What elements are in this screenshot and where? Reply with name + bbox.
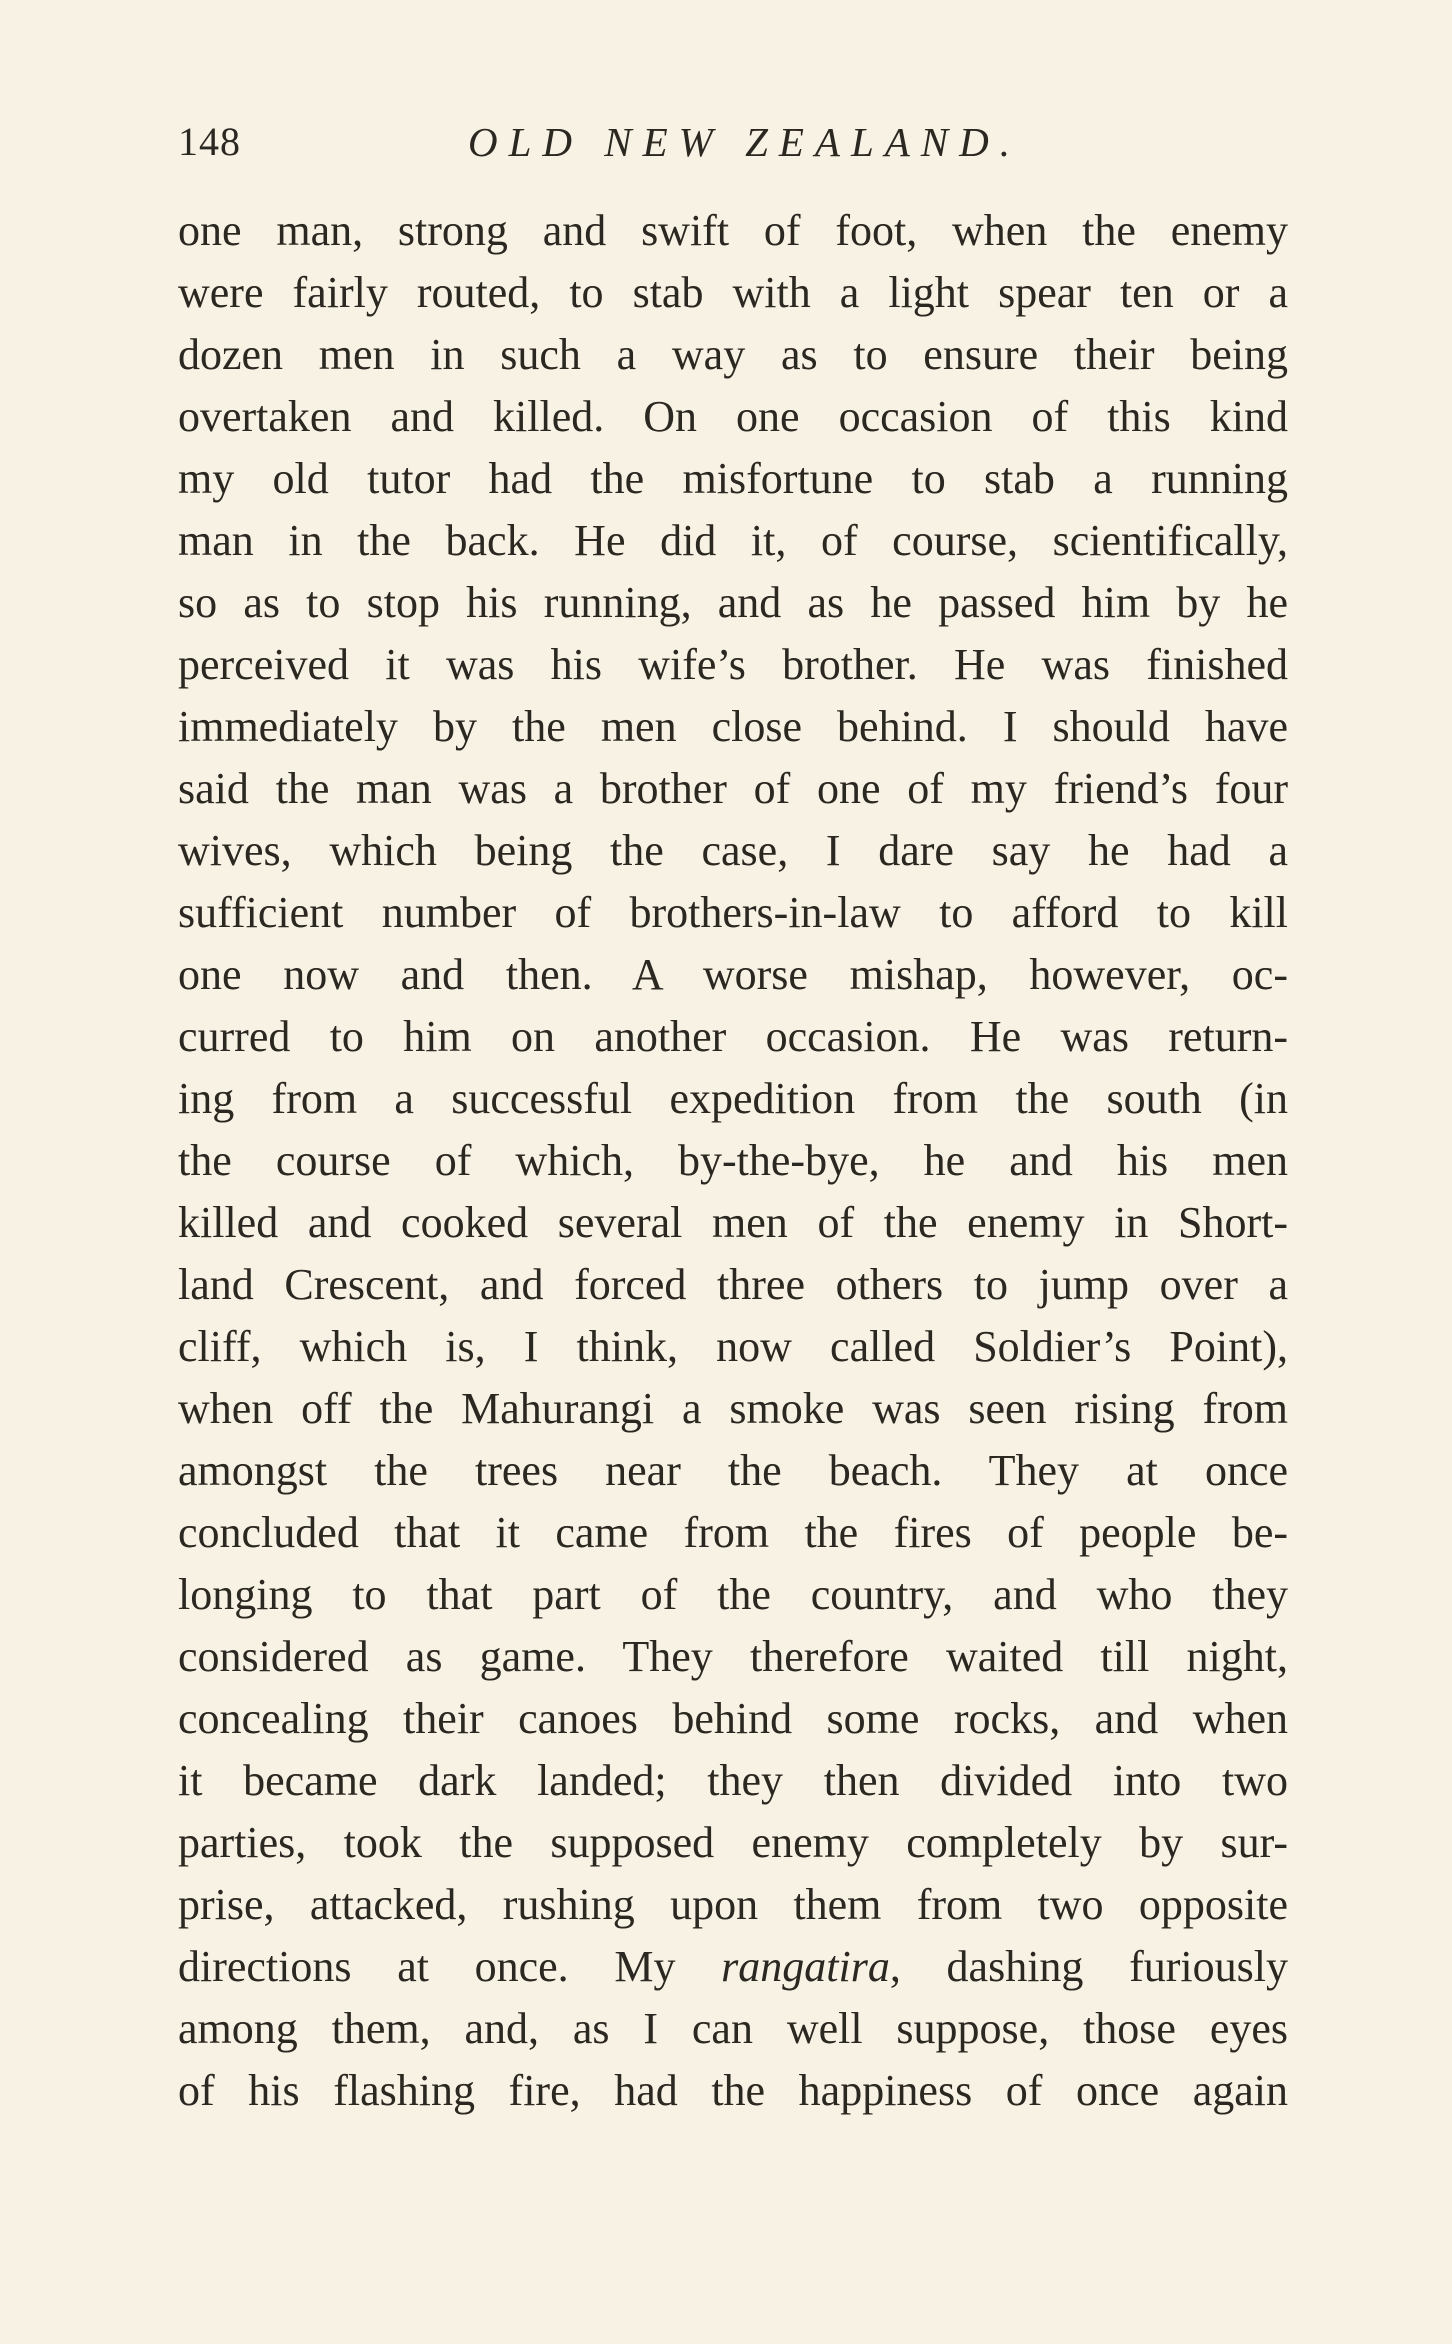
- text-line: man in the back. He did it, of course, scientifically,: [178, 516, 1288, 565]
- text-line: prise, attacked, rushing upon them from two opposite: [178, 1880, 1288, 1929]
- text-line: overtaken and killed. On one occasion of this kind: [178, 392, 1288, 441]
- text-line: perceived it was his wife’s brother. He was finished: [178, 640, 1288, 689]
- text-line: [178, 1936, 1288, 1998]
- text-line: among them, and, as I can well suppose, those eyes: [178, 2004, 1288, 2053]
- line-text-before: directions at once. My: [178, 1942, 722, 1991]
- text-line: my old tutor had the misfortune to stab a running: [178, 454, 1288, 503]
- text-line: land Crescent, and forced three others to jump over a: [178, 1260, 1288, 1309]
- text-line: were fairly routed, to stab with a light spear ten or a: [178, 268, 1288, 317]
- text-line: immediately by the men close behind. I should have: [178, 702, 1288, 751]
- body-text: [178, 200, 1288, 2122]
- running-title: OLD NEW ZEALAND.: [468, 119, 1022, 165]
- text-line: one now and then. A worse mishap, however, oc-: [178, 950, 1288, 999]
- text-line: amongst the trees near the beach. They at once: [178, 1446, 1288, 1495]
- text-line: sufficient number of brothers-in-law to afford to kill: [178, 888, 1288, 937]
- text-line: the course of which, by-the-bye, he and his men: [178, 1136, 1288, 1185]
- text-line: said the man was a brother of one of my friend’s four: [178, 764, 1288, 813]
- text-line: killed and cooked several men of the enemy in Short-: [178, 1198, 1288, 1247]
- text-line: considered as game. They therefore waited till night,: [178, 1632, 1288, 1681]
- text-line: it became dark landed; they then divided into two: [178, 1756, 1288, 1805]
- text-line: of his flashing fire, had the happiness of once again: [178, 2066, 1288, 2115]
- text-line: cliff, which is, I think, now called Soldier’s Point),: [178, 1322, 1288, 1371]
- text-line: when off the Mahurangi a smoke was seen rising from: [178, 1384, 1288, 1433]
- text-line: ing from a successful expedition from the south (in: [178, 1074, 1288, 1123]
- text-line: dozen men in such a way as to ensure their being: [178, 330, 1288, 379]
- line-text-after: , dashing furiously: [889, 1942, 1288, 1991]
- page-number: 148: [178, 119, 241, 164]
- italic-term-rangatira: rangatira: [721, 1942, 890, 1991]
- text-line: curred to him on another occasion. He was return-: [178, 1012, 1288, 1061]
- text-line: concluded that it came from the fires of people be-: [178, 1508, 1288, 1557]
- text-line: one man, strong and swift of foot, when the enemy: [178, 206, 1288, 255]
- text-line: concealing their canoes behind some rocks, and when: [178, 1694, 1288, 1743]
- text-line: parties, took the supposed enemy completely by sur-: [178, 1818, 1288, 1867]
- text-line: longing to that part of the country, and who they: [178, 1570, 1288, 1619]
- text-line: wives, which being the case, I dare say he had a: [178, 826, 1288, 875]
- page-header: [178, 118, 1288, 178]
- text-line: so as to stop his running, and as he passed him by he: [178, 578, 1288, 627]
